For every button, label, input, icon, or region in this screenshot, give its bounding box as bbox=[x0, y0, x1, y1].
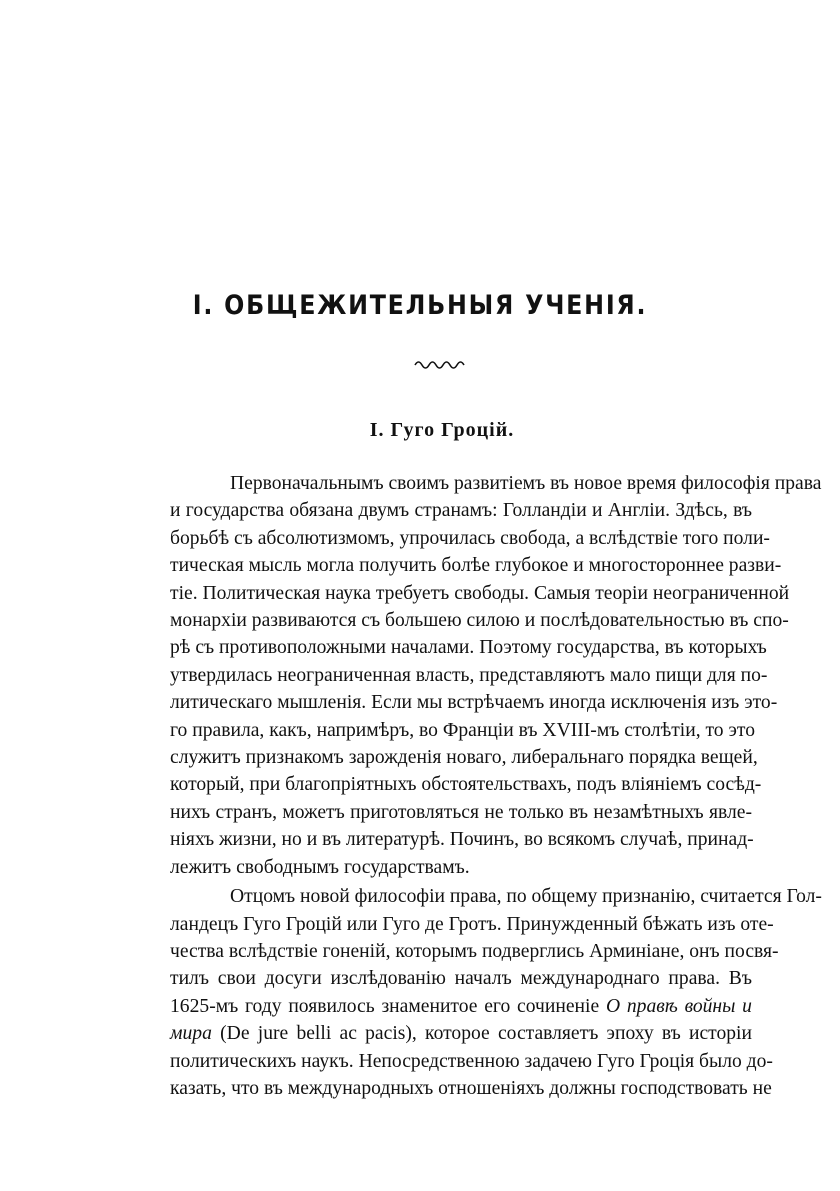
text-line: тическая мысль могла получить болѣе глубокое и многостороннее разви- bbox=[170, 555, 782, 577]
text-line: лежитъ свободнымъ государствамъ. bbox=[170, 856, 470, 878]
paragraph-1 bbox=[110, 470, 822, 881]
text-line: чества вслѣдствіе гоненій, которымъ подверглись Арминіане, онъ посвя- bbox=[170, 940, 779, 962]
text-line: Отцомъ новой философіи права, по общему признанію, считается Гол- bbox=[230, 886, 822, 908]
text-line: го правила, какъ, напримѣръ, во Франціи въ XVIII-мъ столѣтіи, то это bbox=[170, 719, 756, 741]
section-title: I. Гуго Гроцій. bbox=[369, 419, 515, 441]
chapter-title: I. ОБЩЕЖИТЕЛЬНЫЯ УЧЕНІЯ. bbox=[192, 290, 648, 321]
text-line-with-title bbox=[110, 1020, 752, 1047]
text-line: литическаго мышленія. Если мы встрѣчаемъ иногда исключенія изъ это- bbox=[170, 692, 778, 714]
text-line: утвердилась неограниченная власть, представляютъ мало пищи для по- bbox=[170, 664, 768, 686]
text-line: служитъ признакомъ зарожденія новаго, либеральнаго порядка вещей, bbox=[170, 747, 758, 769]
text-line: Первоначальнымъ своимъ развитіемъ въ новое время философія права bbox=[230, 473, 822, 494]
wavy-divider-ornament bbox=[413, 358, 469, 372]
text-line: ніяхъ жизни, но и въ литературѣ. Починъ, во всякомъ случаѣ, принад- bbox=[170, 829, 754, 851]
text-line: тіе. Политическая наука требуетъ свободы. Самыя теоріи неограниченной bbox=[170, 582, 790, 604]
text-line: рѣ съ противоположными началами. Поэтому государства, въ которыхъ bbox=[170, 637, 767, 659]
text-line: казать, что въ международныхъ отношеніяхъ должны господствовать не bbox=[170, 1077, 772, 1099]
text-line: монархіи развиваются съ большею силою и послѣдовательностью въ спо- bbox=[170, 610, 789, 632]
paragraph-2 bbox=[110, 883, 822, 1102]
book-title-italic-cont: мира bbox=[170, 1023, 212, 1045]
text-line: ландецъ Гуго Гроцій или Гуго де Гротъ. Принужденный бѣжать изъ оте- bbox=[170, 913, 774, 935]
text-line: нихъ странъ, можетъ приготовляться не только въ незамѣтныхъ явле- bbox=[170, 801, 752, 823]
text-line: тилъ свои досуги изслѣдованію началъ международнаго права. Въ bbox=[170, 968, 752, 990]
text-line: борьбѣ съ абсолютизмомъ, упрочилась свобода, а вслѣдствіе того поли- bbox=[170, 527, 770, 549]
text-fragment: 1625-мъ году появилось знаменитое его сочиненіе bbox=[170, 995, 600, 1017]
text-fragment: (De jure belli ac pacis), которое составляетъ эпоху въ исторіи bbox=[220, 1023, 752, 1045]
text-line-with-title bbox=[110, 993, 752, 1020]
book-title-italic: О правѣ войны и bbox=[605, 995, 752, 1017]
text-line: политическихъ наукъ. Непосредственною задачею Гуго Гроція было до- bbox=[170, 1050, 773, 1072]
body-text bbox=[110, 470, 822, 1102]
text-line: который, при благопріятныхъ обстоятельствахъ, подъ вліяніемъ сосѣд- bbox=[170, 774, 762, 796]
text-line: и государства обязана двумъ странамъ: Голландіи и Англіи. Здѣсь, въ bbox=[170, 500, 752, 522]
